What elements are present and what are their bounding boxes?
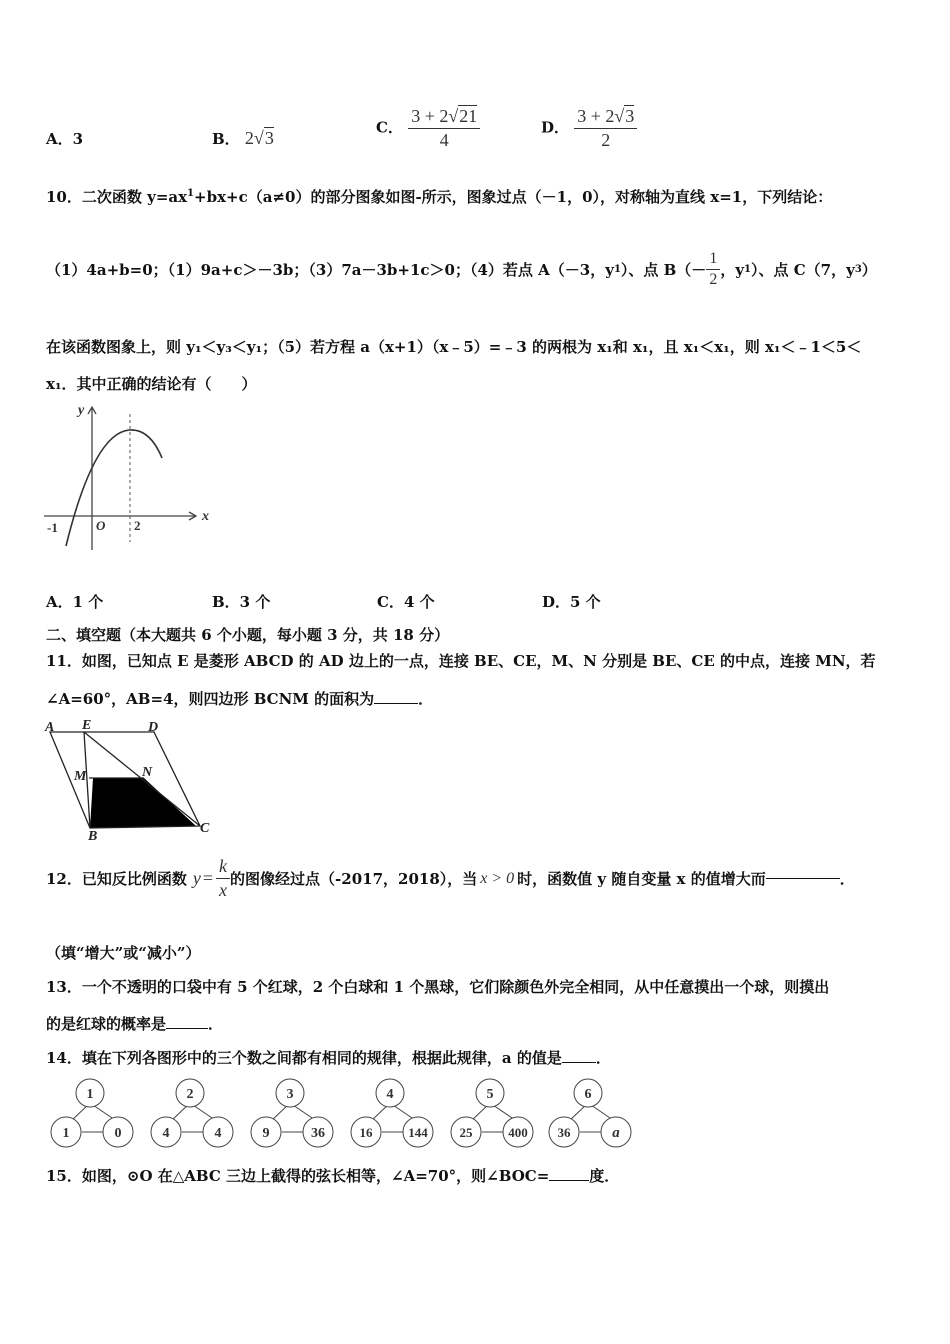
label-c: C (200, 821, 210, 836)
q11-line1: 11．如图，已知点 E 是菱形 ABCD 的 AD 边上的一点，连接 BE、CE，M、N 分别是 BE、CE 的中点，连接 MN，若 (46, 652, 876, 670)
q9-option-a: A．3 (46, 130, 84, 148)
triangle-group-5 (451, 1079, 533, 1147)
q10-parabola-graph (44, 402, 216, 557)
label-d: D (148, 720, 159, 735)
label-a: A (45, 720, 55, 735)
num-top: 5 (486, 1087, 494, 1102)
q10-option-d: D．5 个 (542, 593, 601, 611)
q14-number-triangles (44, 1076, 644, 1148)
q10-line2: （1）4a+b=0；（1）9a+c＞－3b；（3）7a－3b+1c＞0；（4）若点 A（－3，y 1 ）、点 B（－ $\frac{1}{2}$ ，y 1 ）、点 C（7，y 3 ） (46, 250, 877, 288)
q10-line1: 10．二次函数 $y=ax^1+bx+c(a\ne 0)$的部分图象如图-所示，图象过点（－1，0），对称轴为直线 x=1，下列结论： (46, 188, 833, 206)
q11-line2: ∠A=60°，AB=4，则四边形 BCNM 的面积为 ． (46, 690, 434, 708)
q12-answer-blank[interactable] (766, 878, 840, 879)
x-label: x (202, 509, 209, 524)
q10-line3: 在该函数图象上，则 y₁＜y₃＜y₁；（5）若方程 a（x+1）（x﹣5）=﹣3 的两根为 x₁和 x₁，且 x₁＜x₁，则 x₁＜﹣1＜5＜ (46, 338, 862, 356)
q10-line4: x₁．其中正确的结论有（ ） (46, 375, 257, 393)
parabola-curve (66, 430, 162, 546)
neg-one-label: -1 (47, 520, 58, 535)
label-n: N (142, 765, 153, 780)
num-left: 1 (62, 1126, 70, 1141)
label-b: B (88, 829, 98, 842)
num-right: 0 (114, 1126, 122, 1141)
q12-line1: 12．已知反比例函数 y = $\frac{k}{x}$ 的图像经过点（-2017，2018），当 x > 0 时，函数值 y 随自变量 x 的值增大而 ． (46, 856, 855, 900)
q9-option-b: B． 2√3 (212, 128, 274, 148)
num-left: 16 (359, 1125, 373, 1140)
q11-rhombus-figure (44, 716, 216, 842)
num-right: 400 (508, 1125, 528, 1140)
q10-option-a: A．1 个 (46, 593, 104, 611)
num-top: 6 (584, 1087, 592, 1102)
q10-option-b: B．3 个 (212, 593, 271, 611)
num-right: 4 (214, 1126, 222, 1141)
q15-answer-blank[interactable] (549, 1180, 589, 1181)
triangle-group-2 (151, 1079, 233, 1147)
section-title: 二、填空题（本大题共 6 个小题，每小题 3 分，共 18 分） (46, 626, 450, 644)
q12-hint: （填“增大”或“减小”） (46, 944, 201, 962)
num-top: 4 (386, 1087, 394, 1102)
num-left: 25 (459, 1125, 473, 1140)
triangle-group-3 (251, 1079, 333, 1147)
q15-line: 15．如图，⊙O 在△ABC 三边上截得的弦长相等，∠A=70°，则∠BOC= 度． (46, 1167, 620, 1185)
num-left: 9 (262, 1126, 270, 1141)
triangle-group-4 (351, 1079, 433, 1147)
num-right: 144 (408, 1125, 428, 1140)
q11-answer-blank[interactable] (374, 703, 418, 704)
q13-line2: 的是红球的概率是 ． (46, 1015, 224, 1033)
num-top: 2 (186, 1087, 194, 1102)
q13-answer-blank[interactable] (166, 1028, 208, 1029)
q9-option-c: C． $\frac{3 + 2√21}{4}$ (376, 106, 480, 151)
label-m: M (74, 769, 87, 784)
q14-answer-blank[interactable] (562, 1062, 596, 1063)
q13-line1: 13．一个不透明的口袋中有 5 个红球，2 个白球和 1 个黑球，它们除颜色外完全相同，从中任意摸出一个球，则摸出 (46, 978, 830, 996)
triangle-group-6 (549, 1079, 631, 1147)
q10-option-c: C．4 个 (377, 593, 435, 611)
q9-option-d: D． $\frac{3 + 2√3}{2}$ (541, 106, 637, 151)
num-right: 36 (311, 1126, 325, 1141)
num-left: 4 (162, 1126, 170, 1141)
y-label: y (78, 403, 85, 418)
num-top: 3 (286, 1087, 294, 1102)
num-top: 1 (86, 1087, 94, 1102)
label-e: E (82, 718, 92, 733)
num-right: a (612, 1125, 620, 1141)
origin-label: O (96, 518, 106, 533)
triangle-group-1 (51, 1079, 133, 1147)
q14-line: 14．填在下列各图形中的三个数之间都有相同的规律，根据此规律，a 的值是 ． (46, 1049, 611, 1067)
two-label: 2 (134, 518, 141, 533)
num-left: 36 (557, 1125, 571, 1140)
